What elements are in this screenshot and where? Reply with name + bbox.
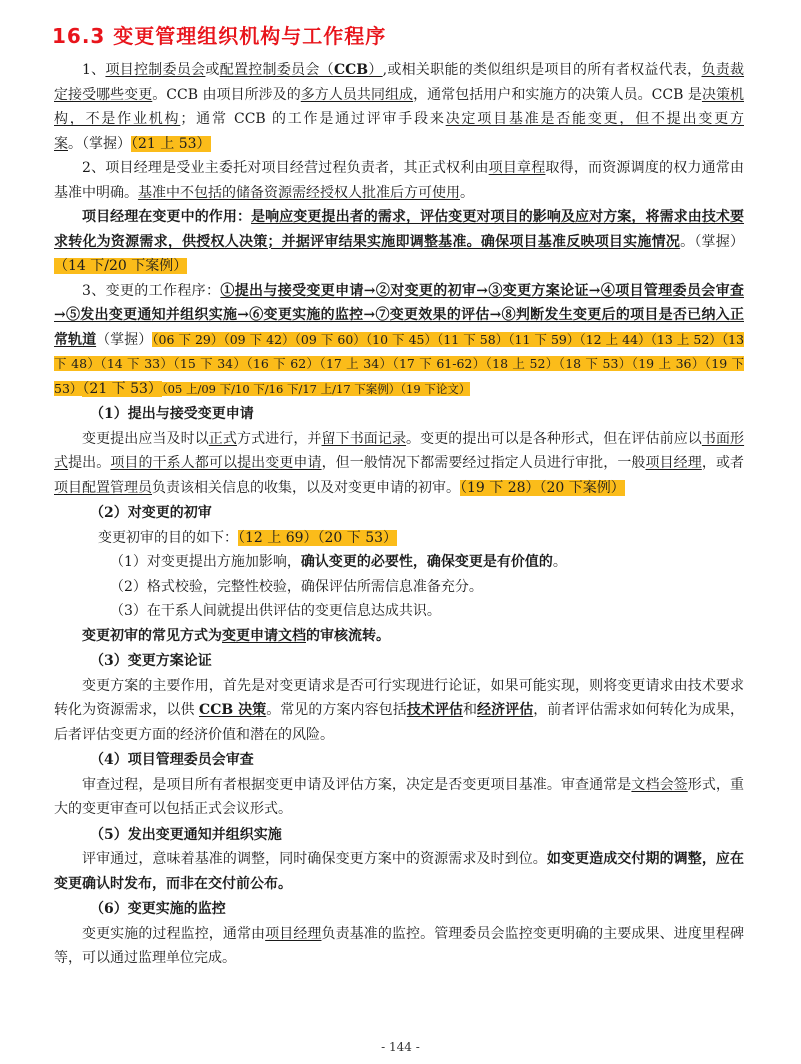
exam-ref-badge: （21 下 53） [82,380,162,397]
paragraph-solution-argument: 变更方案的主要作用，首先是对变更请求是否可行实现进行论证，如果可能实现，则将变更请求由技术要求转化为资源需求，以供 CCB 决策。常见的方案内容包括技术评估和经济评估，前者评估需求如何转化为成果，后者评估变更方面的经济价值和潜在的风险。 [54,677,745,743]
page-number: - 144 - [381,1040,420,1054]
subsection-heading-5: （5）发出变更通知并组织实施 [90,826,282,843]
paragraph-committee-review: 审查过程，是项目所有者根据变更申请及评估方案，决定是否变更项目基准。审查通常是文档会签形式，重大的变更审查可以包括正式会议形式。 [54,776,745,817]
exam-ref-badge: （12 上 69）（20 下 53） [238,529,398,546]
list-item: （3）在干系人间就提出供评估的变更信息达成共识。 [110,603,441,619]
exam-ref-badge: （05 上/09 下/10 下/16 下/17 上/17 下案例）（19 下论文） [161,381,471,396]
paragraph-pm-role: 项目经理在变更中的作用：是响应变更提出者的需求，评估变更对项目的影响及应对方案，将需求由技术要求转化为资源需求，供授权人决策；并据评审结果实施即调整基准。确保项目基准反映项目实施情况。（掌握）（14 下/20 下案例） [54,209,745,274]
list-item: （2）格式校验，完整性校验，确保评估所需信息准备充分。 [110,578,483,595]
exam-ref-badge: （19 下 28）（20 下案例） [460,479,625,496]
initial-review-purpose: 变更初审的目的如下：（12 上 69）（20 下 53） [98,529,398,546]
exam-ref-badge: （14 下/20 下案例） [54,258,188,274]
initial-review-summary: 变更初审的常见方式为变更申请文档的审核流转。 [82,627,390,644]
exam-ref-badge: （21 上 53） [131,135,211,152]
subsection-heading-1: （1）提出与接受变更申请 [90,406,254,422]
paragraph-submit-request: 变更提出应当及时以正式方式进行，并留下书面记录。变更的提出可以是各种形式，但在评估前应以书面形式提出。项目的干系人都可以提出变更申请，但一般情况下都需要经过指定人员进行审批，一般项目经理，或者项目配置管理员负责该相关信息的收集，以及对变更申请的初审。（19 下 28）（20 下案例） [54,430,745,496]
subsection-heading-3: （3）变更方案论证 [90,653,212,669]
paragraph-change-monitoring: 变更实施的过程监控，通常由项目经理负责基准的监控。管理委员会监控变更明确的主要成果、进度里程碑等，可以通过监理单位完成。 [54,925,745,966]
list-item: （1）对变更提出方施加影响，确认变更的必要性，确保变更是有价值的。 [110,554,567,570]
paragraph-change-procedure: 3、变更的工作程序：①提出与接受变更申请→②对变更的初审→③变更方案论证→④项目管理委员会审查→⑤发出变更通知并组织实施→⑥变更实施的监控→⑦变更效果的评估→⑧判断发生变更后的项目是否已纳入正常轨道（掌握）（06 下 29）（09 下 42）（09 下 60）（10 下 45）（11 下 58）（11 下 59）（12 上 44）（13 上 52）（13 下 48）（14 下 33）（15 下 34）（16 下 62）（17 上 34）（17 下 61-62）（18 上 52）（18 下 53）（19 上 36）（19 下 53）（21 下 53）（05 上/09 下/10 下/16 下/17 上/17 下案例）（19 下论文） [54,282,745,397]
subsection-heading-6: （6）变更实施的监控 [90,901,226,917]
subsection-heading-2: （2）对变更的初审 [90,505,212,521]
subsection-heading-4: （4）项目管理委员会审查 [90,752,254,768]
document-body [54,58,744,971]
exam-ref-badge: （06 下 29）（09 下 42）（09 下 60）（10 下 45）（11 下 58）（11 下 59）（12 上 44）（13 上 52）（13 下 48）（14 下 33）（15 下 34）（16 下 62）（17 上 34）（17 下 61-62）（18 上 52）（18 下 53）（19 上 36）（19 下 53） [54,331,745,396]
paragraph-ccb: 1、项目控制委员会或配置控制委员会（CCB）,或相关职能的类似组织是项目的所有者权益代表，负责裁定接受哪些变更。CCB 由项目所涉及的多方人员共同组成，通常包括用户和实施方的决策人员。CCB 是决策机构，不是作业机构；通常 CCB 的工作是通过评审手段来决定项目基准是否能变更，但不提出变更方案。（掌握）（21 上 53） [54,62,745,152]
paragraph-project-manager: 2、项目经理是受业主委托对项目经营过程负责者，其正式权利由项目章程取得，而资源调度的权力通常由基准中明确。基准中不包括的储备资源需经授权人批准后方可使用。 [54,160,745,201]
section-title: 16.3 变更管理组织机构与工作程序 [52,24,387,48]
paragraph-change-notice: 评审通过，意味着基准的调整，同时确保变更方案中的资源需求及时到位。如变更造成交付期的调整，应在变更确认时发布，而非在交付前公布。 [54,851,745,892]
